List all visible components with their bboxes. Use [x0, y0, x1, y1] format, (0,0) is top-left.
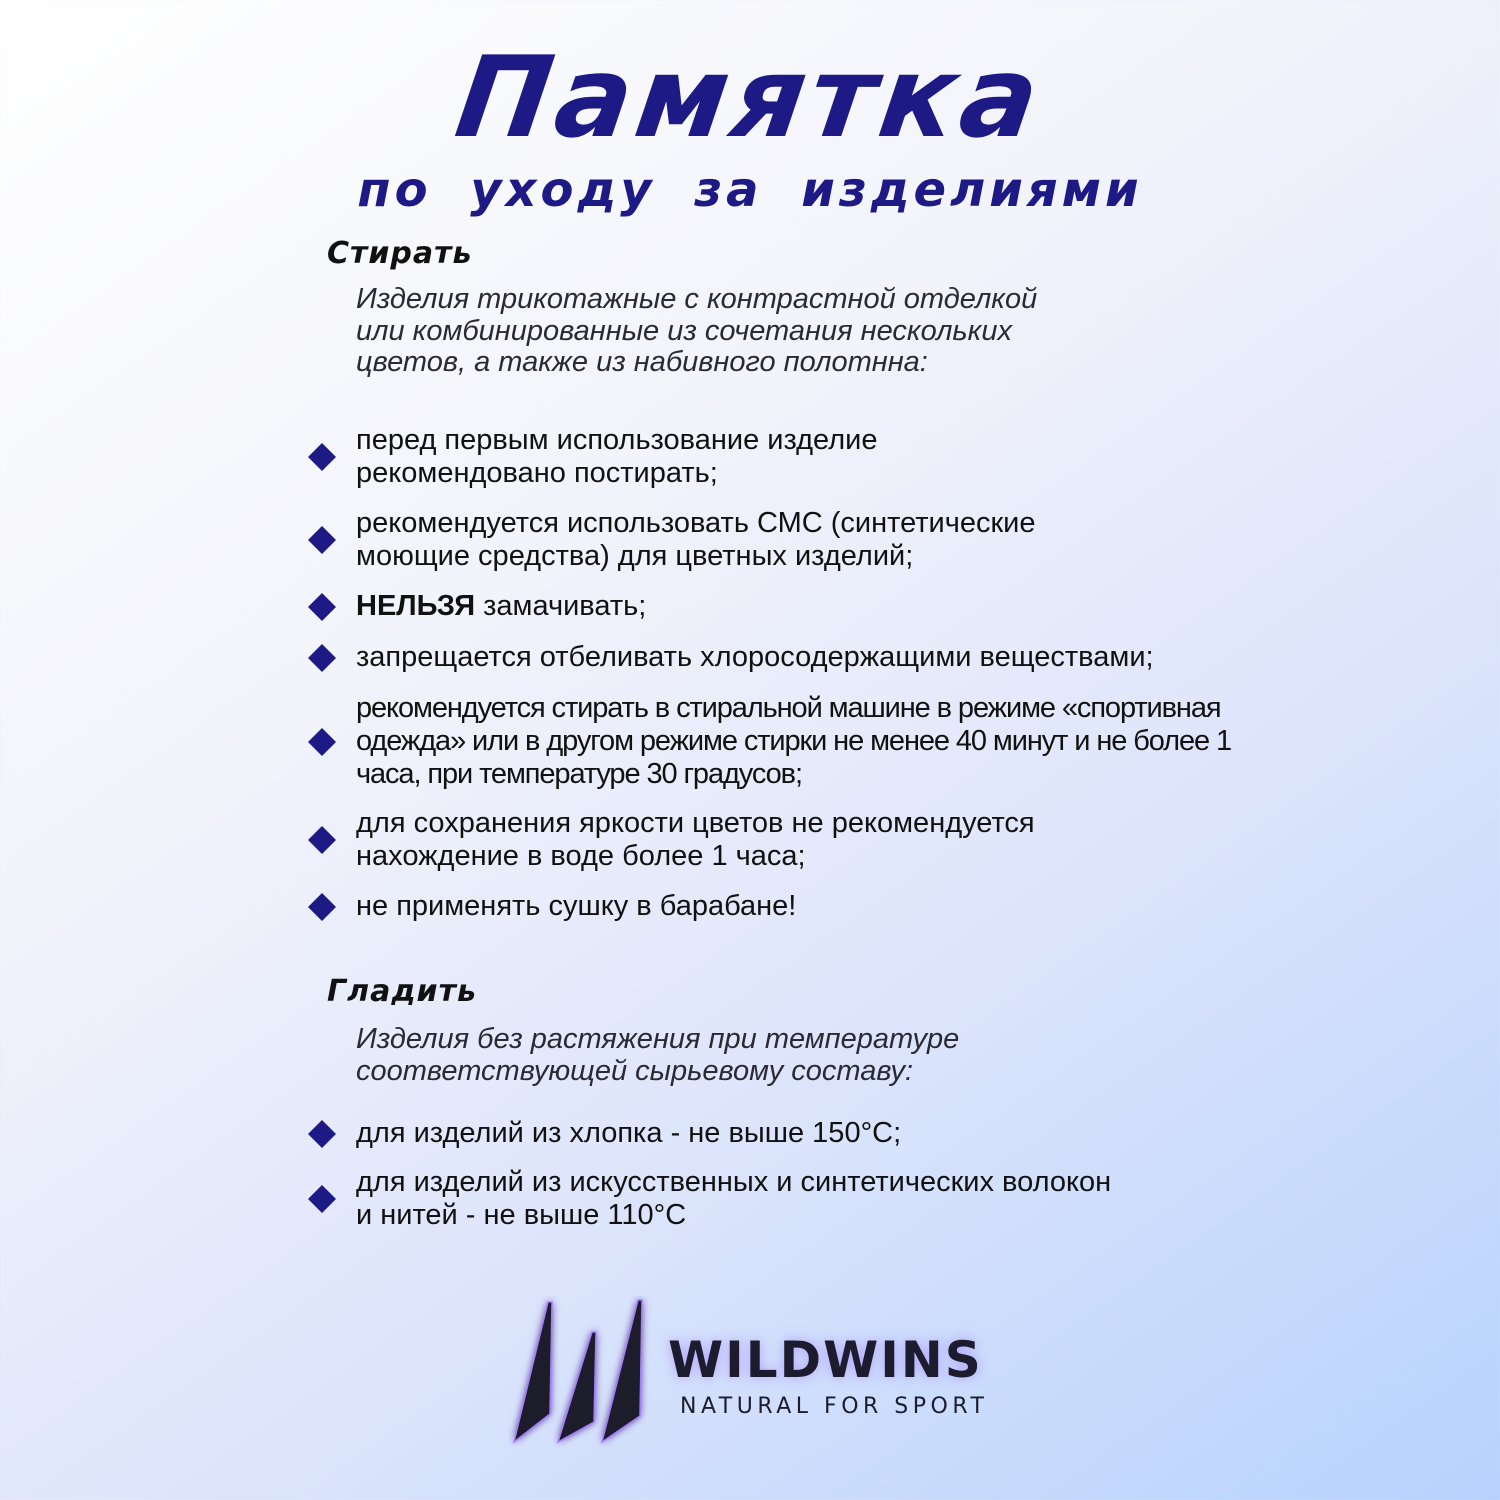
diamond-icon [308, 826, 336, 854]
iron-item-text: для изделий из хлопка - не выше 150°С; [356, 1117, 902, 1149]
wash-item-text: запрещается отбеливать хлоросодержащими веществами; [356, 641, 1154, 673]
brand-name: WILDWINS [668, 1331, 983, 1389]
wash-item [308, 641, 1488, 674]
iron-section-title: Гладить [327, 974, 477, 1009]
warning-emphasis: НЕЛЬЗЯ [356, 590, 476, 622]
brand-logo [508, 1296, 998, 1452]
diamond-icon [308, 443, 336, 471]
wash-item [308, 692, 1488, 791]
page-title: Памятка [448, 33, 1052, 163]
diamond-icon [308, 526, 336, 554]
wash-item [308, 890, 1488, 923]
iron-item [308, 1166, 1488, 1232]
wash-item-text: для сохранения яркости цветов не рекомендуется нахождение в воде более 1 часа; [356, 807, 1035, 872]
iron-item [308, 1117, 1488, 1150]
wash-item-text: перед первым использование изделие рекомендовано постирать; [356, 424, 878, 489]
diamond-icon [308, 1120, 336, 1148]
wash-intro: Изделия трикотажные с контрастной отделкой или комбинированные из сочетания нескольких цветов, а также из набивного полотнна: [356, 283, 1038, 378]
diamond-icon [308, 728, 336, 756]
wash-item [308, 424, 1488, 490]
wash-item [308, 590, 1488, 623]
wash-item-text: не применять сушку в барабане! [356, 890, 797, 922]
wash-item-text [356, 590, 646, 623]
wildwins-stripes-icon [508, 1296, 658, 1452]
brand-tagline: NATURAL FOR SPORT [680, 1394, 989, 1419]
wash-item [308, 807, 1488, 873]
diamond-icon [308, 893, 336, 921]
wash-item [308, 507, 1488, 573]
diamond-icon [308, 593, 336, 621]
diamond-icon [308, 644, 336, 672]
wash-item-text: рекомендуется использовать СМС (синтетические моющие средства) для цветных изделий; [356, 507, 1036, 572]
iron-intro: Изделия без растяжения при температуре соответствующей сырьевому составу: [356, 1023, 960, 1087]
wash-section-title: Стирать [327, 236, 473, 271]
diamond-icon [308, 1185, 336, 1213]
wash-item-text: рекомендуется стирать в стиральной машине в режиме «спортивная одежда» или в другом режиме стирки не менее 40 минут и не более 1 часа, при температуре 30 градусов; [356, 692, 1232, 790]
page-subtitle: по уходу за изделиями [357, 162, 1143, 218]
warning-rest: замачивать; [475, 590, 647, 622]
iron-item-text: для изделий из искусственных и синтетических волокон и нитей - не выше 110°С [356, 1166, 1112, 1231]
